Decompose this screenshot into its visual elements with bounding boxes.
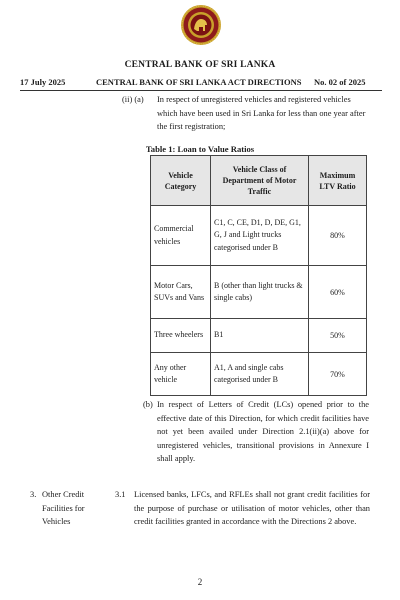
table-header-vehicle-category: Vehicle Category xyxy=(151,156,211,206)
clause-3-1-number: 3.1 xyxy=(115,490,126,499)
table-cell-class: C1, C, CE, D1, D, DE, G1, G, J and Light trucks categorised under B xyxy=(211,206,309,266)
clause-b-text: In respect of Letters of Credit (LCs) opened prior to the effective date of this Direction, for which credit facilities have not yet been availed under Direction 2.1(ii)(a) above for unregistered vehicles, transitional provisions in Annexure I shall apply. xyxy=(157,400,369,463)
table-cell-class: B (other than light trucks & single cabs) xyxy=(211,266,309,319)
table-cell-category: Motor Cars, SUVs and Vans xyxy=(151,266,211,319)
table-row xyxy=(151,266,367,319)
table-row xyxy=(151,206,367,266)
bank-name-heading: CENTRAL BANK OF SRI LANKA xyxy=(124,60,276,70)
table-cell-category: Commercial vehicles xyxy=(151,206,211,266)
table-cell-ratio: 80% xyxy=(309,206,367,266)
table-row xyxy=(151,353,367,396)
directions-title: CENTRAL BANK OF SRI LANKA ACT DIRECTIONS xyxy=(96,77,302,87)
table-cell-class: B1 xyxy=(211,319,309,353)
ltv-table xyxy=(150,155,367,396)
header-divider xyxy=(20,90,382,91)
table-cell-category: Any other vehicle xyxy=(151,353,211,396)
section-3-number: 3. xyxy=(30,490,37,499)
directions-number: No. 02 of 2025 xyxy=(314,77,366,87)
table-title: Table 1: Loan to Value Ratios xyxy=(145,144,255,154)
document-date: 17 July 2025 xyxy=(20,77,66,87)
table-cell-class: A1, A and single cabs categorised under B xyxy=(211,353,309,396)
page-number: 2 xyxy=(197,577,203,587)
clause-a-text: In respect of unregistered vehicles and registered vehicles which have been used in Sri Lanka for less than one year after the first registration; xyxy=(157,95,366,131)
central-bank-seal-logo xyxy=(180,4,222,46)
table-header-vehicle-class: Vehicle Class of Department of Motor Traffic xyxy=(211,156,309,206)
table-header-max-ltv-ratio: Maximum LTV Ratio xyxy=(309,156,367,206)
clause-a-marker: (ii) (a) xyxy=(122,95,144,104)
table-cell-ratio: 50% xyxy=(309,319,367,353)
section-3-heading: Other Credit Facilities for Vehicles xyxy=(42,490,85,526)
table-row xyxy=(151,319,367,353)
clause-b-marker: (b) xyxy=(143,400,153,409)
table-cell-ratio: 60% xyxy=(309,266,367,319)
table-cell-ratio: 70% xyxy=(309,353,367,396)
clause-3-1-text: Licensed banks, LFCs, and RFLEs shall not grant credit facilities for the purpose of purchase or utilisation of motor vehicles, other than credit facilities granted in accordance with the Directions 2 above. xyxy=(134,490,370,526)
table-cell-category: Three wheelers xyxy=(151,319,211,353)
